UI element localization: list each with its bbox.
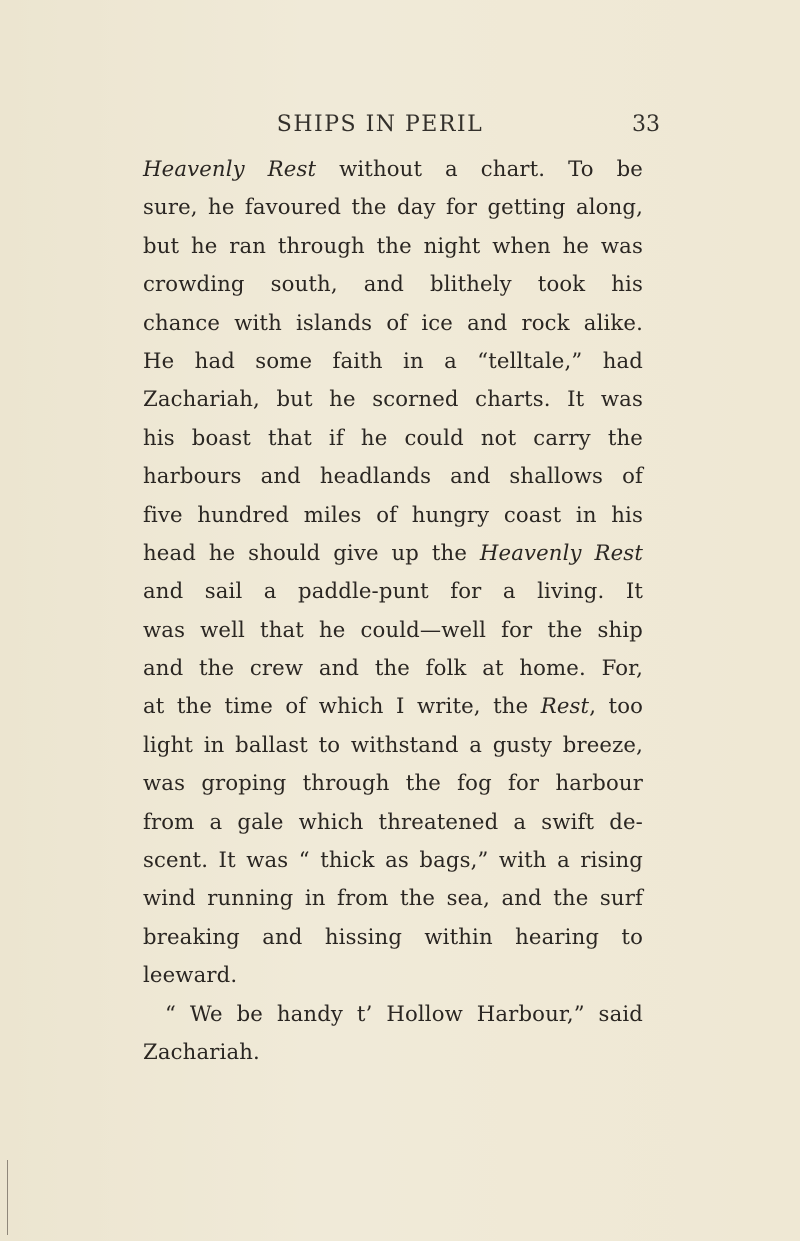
body-text — [143, 150, 643, 1071]
text-line: He had some faith in a “telltale,” had — [143, 347, 643, 373]
text-line: but he ran through the night when he was — [143, 232, 643, 258]
text-line: chance with islands of ice and rock alike. — [143, 309, 643, 335]
line-text: without a chart. To be — [316, 156, 643, 181]
text-line — [143, 534, 643, 572]
running-head — [0, 112, 800, 146]
text-line — [143, 687, 643, 725]
line-text: head he should give up the — [143, 539, 480, 565]
text-line: leeward. — [143, 962, 238, 988]
text-line: was well that he could—well for the ship — [143, 616, 643, 642]
text-line: light in ballast to withstand a gusty breeze, — [143, 731, 643, 757]
text-line: Zachariah. — [143, 1038, 260, 1064]
text-line: from a gale which threatened a swift de- — [143, 808, 643, 834]
text-line: and sail a paddle-punt for a living. It — [143, 578, 643, 604]
text-line: five hundred miles of hungry coast in his — [143, 501, 643, 527]
text-line: his boast that if he could not carry the — [143, 424, 643, 450]
line-text: at the time of which I write, the — [143, 693, 541, 719]
text-line: Zachariah, but he scorned charts. It was — [143, 386, 643, 412]
line-text: , too — [589, 693, 643, 719]
text-line: was groping through the fog for harbour — [143, 770, 643, 796]
italic-ship-name: Heavenly Rest — [143, 156, 317, 181]
page-number: 33 — [632, 112, 660, 137]
text-line: “ We be handy t’ Hollow Harbour,” said — [165, 1000, 643, 1026]
text-line: harbours and headlands and shallows of — [143, 463, 643, 489]
text-line: breaking and hissing within hearing to — [143, 923, 643, 949]
text-line: wind running in from the sea, and the surf — [143, 885, 643, 911]
page-edge-line — [7, 1160, 8, 1235]
running-title: SHIPS IN PERIL — [276, 112, 484, 137]
italic-ship-name: Heavenly Rest — [479, 539, 643, 565]
text-line: sure, he favoured the day for getting along, — [143, 194, 643, 220]
text-line: scent. It was “ thick as bags,” with a rising — [143, 847, 643, 873]
text-line: and the crew and the folk at home. For, — [143, 655, 643, 681]
text-line: crowding south, and blithely took his — [143, 271, 643, 297]
text-line — [143, 150, 643, 188]
italic-ship-name: Rest — [540, 693, 590, 719]
